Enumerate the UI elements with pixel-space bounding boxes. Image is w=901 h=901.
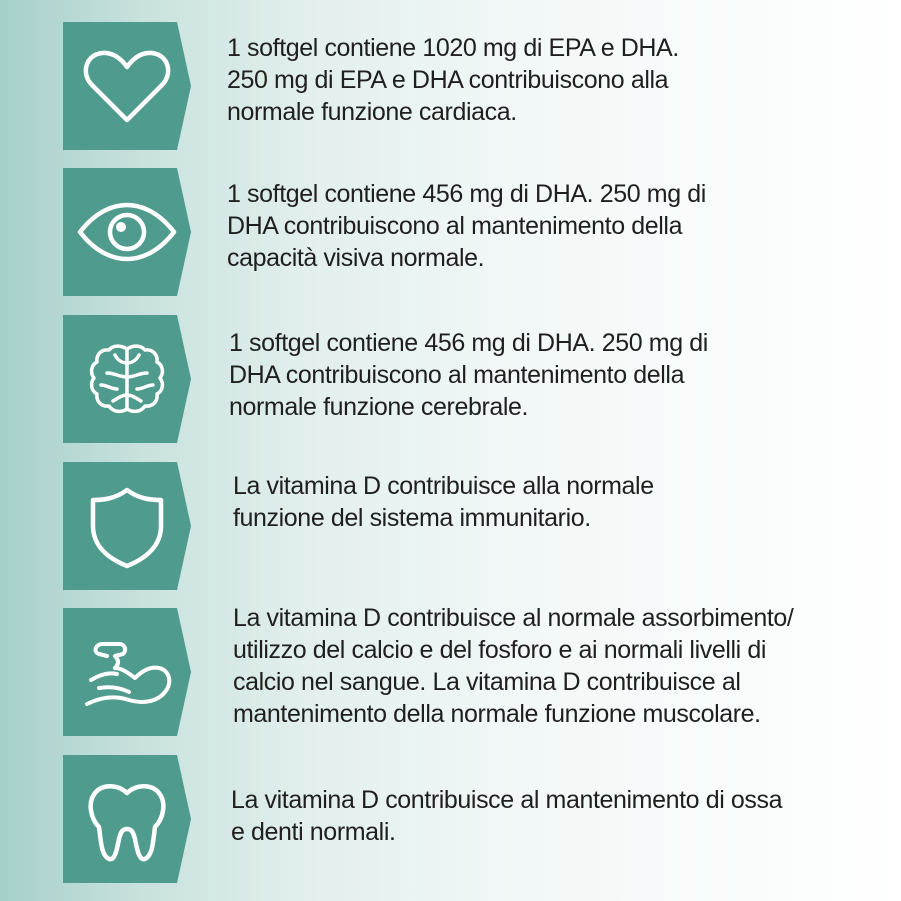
benefit-line: 1 softgel contiene 1020 mg di EPA e DHA. <box>227 34 679 62</box>
benefit-line: capacità visiva normale. <box>227 244 485 272</box>
benefit-text <box>233 470 654 534</box>
brain-icon <box>77 329 177 429</box>
benefit-line: e denti normali. <box>231 818 396 846</box>
benefit-text <box>227 178 706 274</box>
shield-badge <box>63 462 191 590</box>
benefit-line: La vitamina D contribuisce al normale assorbimento/ <box>233 604 794 632</box>
benefit-line: funzione del sistema immunitario. <box>233 504 591 532</box>
benefit-line: utilizzo del calcio e del fosforo e ai normali livelli di <box>233 636 767 664</box>
benefit-line: 1 softgel contiene 456 mg di DHA. 250 mg di <box>227 180 706 208</box>
benefit-line: calcio nel sangue. La vitamina D contribuisce al <box>233 668 741 696</box>
benefit-line: normale funzione cardiaca. <box>227 98 517 126</box>
benefit-line: 1 softgel contiene 456 mg di DHA. 250 mg di <box>229 329 708 357</box>
benefit-line: DHA contribuiscono al mantenimento della <box>227 212 683 240</box>
eye-badge <box>63 168 191 296</box>
heart-icon <box>77 36 177 136</box>
brain-badge <box>63 315 191 443</box>
benefit-line: La vitamina D contribuisce alla normale <box>233 472 654 500</box>
benefit-line: La vitamina D contribuisce al mantenimento di ossa <box>231 786 783 814</box>
benefit-text <box>227 32 679 128</box>
muscle-badge <box>63 608 191 736</box>
eye-icon <box>77 182 177 282</box>
benefit-text <box>229 327 708 423</box>
benefit-line: DHA contribuiscono al mantenimento della <box>229 361 685 389</box>
heart-badge <box>63 22 191 150</box>
benefit-line: mantenimento della normale funzione muscolare. <box>233 700 761 728</box>
benefit-line: 250 mg di EPA e DHA contribuiscono alla <box>227 66 669 94</box>
tooth-badge <box>63 755 191 883</box>
shield-icon <box>77 476 177 576</box>
benefit-text <box>231 784 782 848</box>
tooth-icon <box>77 769 177 869</box>
muscle-arm-icon <box>77 622 177 722</box>
benefit-text <box>233 602 793 730</box>
benefit-line: normale funzione cerebrale. <box>229 393 529 421</box>
